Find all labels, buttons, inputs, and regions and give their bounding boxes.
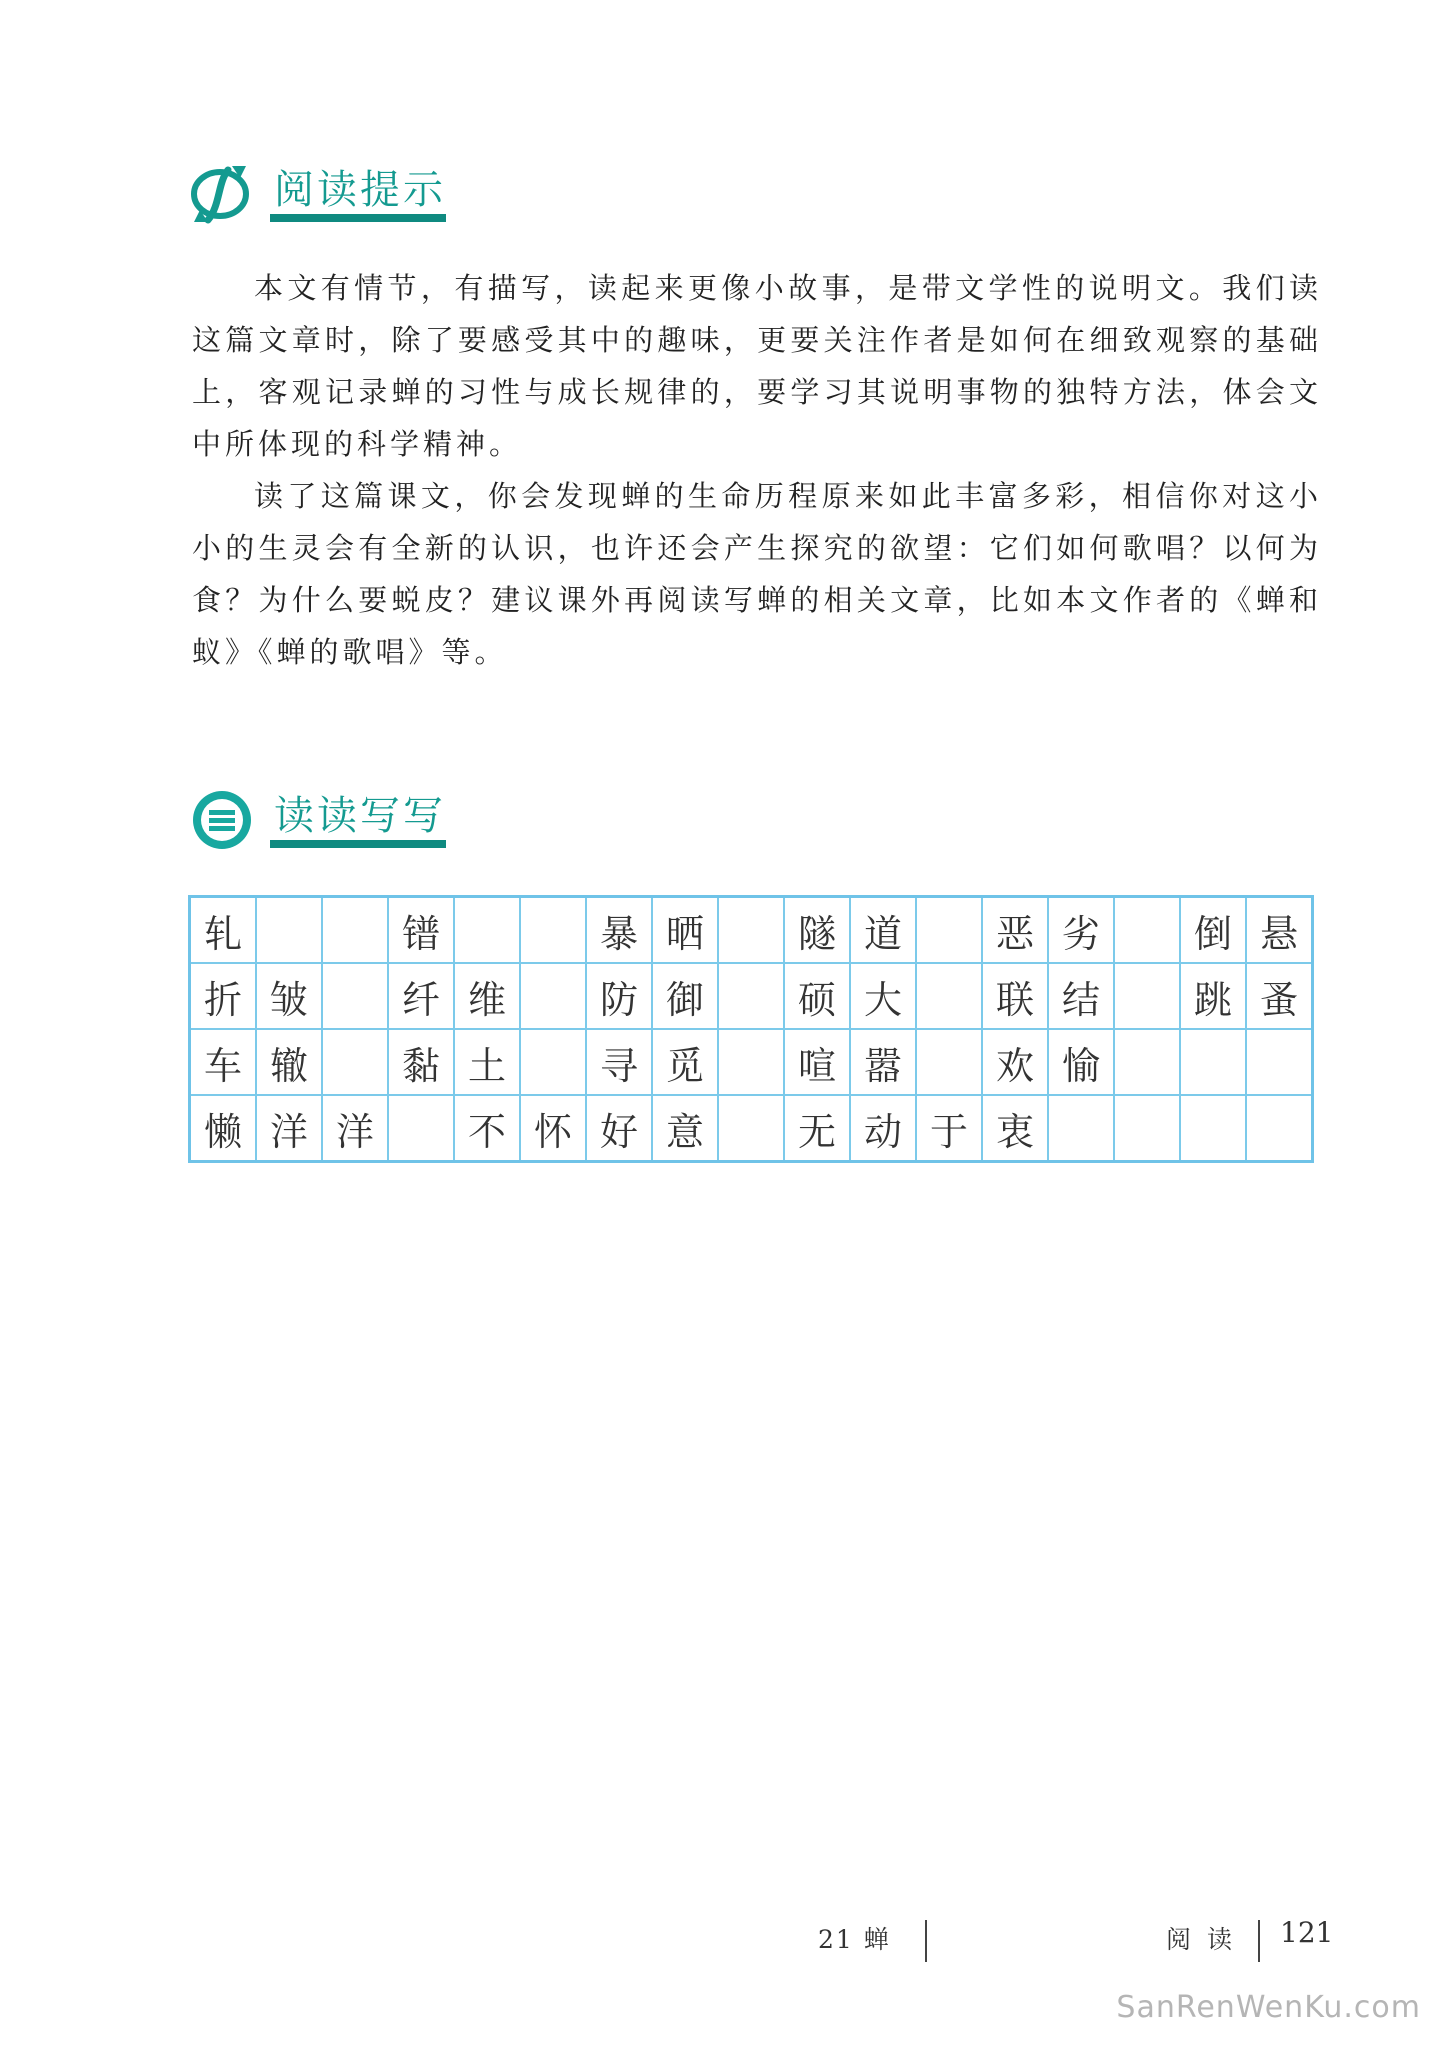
grid-cell	[916, 1029, 982, 1095]
footer-section: 阅 读	[1166, 1925, 1236, 1954]
grid-cell: 嚣	[850, 1029, 916, 1095]
grid-cell: 悬	[1246, 897, 1313, 964]
grid-cell	[718, 1029, 784, 1095]
grid-cell: 晒	[652, 897, 718, 964]
reading-tip-title: 阅读提示	[274, 167, 446, 213]
grid-cell: 寻	[586, 1029, 652, 1095]
grid-cell: 怀	[520, 1095, 586, 1162]
grid-cell	[718, 897, 784, 964]
footer-divider-1	[925, 1920, 927, 1962]
page-number: 121	[1280, 1916, 1334, 1949]
grid-cell	[322, 1029, 388, 1095]
grid-cell: 动	[850, 1095, 916, 1162]
grid-cell: 欢	[982, 1029, 1048, 1095]
grid-cell: 御	[652, 963, 718, 1029]
read-write-title: 读读写写	[274, 793, 446, 839]
grid-cell: 倒	[1180, 897, 1246, 964]
grid-cell	[322, 963, 388, 1029]
grid-cell	[388, 1095, 454, 1162]
grid-cell: 大	[850, 963, 916, 1029]
reading-tip-icon	[190, 162, 254, 226]
grid-row	[190, 897, 1313, 964]
grid-cell	[1048, 1095, 1114, 1162]
grid-cell	[256, 897, 322, 964]
grid-cell: 不	[454, 1095, 520, 1162]
grid-cell	[520, 963, 586, 1029]
grid-cell: 黏	[388, 1029, 454, 1095]
grid-cell	[916, 897, 982, 964]
grid-cell: 懒	[190, 1095, 257, 1162]
reading-tip-header	[190, 162, 610, 242]
grid-cell	[1180, 1029, 1246, 1095]
grid-cell: 喧	[784, 1029, 850, 1095]
grid-cell	[1246, 1095, 1313, 1162]
grid-cell: 辙	[256, 1029, 322, 1095]
grid-cell: 无	[784, 1095, 850, 1162]
grid-cell: 好	[586, 1095, 652, 1162]
grid-cell	[520, 897, 586, 964]
grid-cell: 暴	[586, 897, 652, 964]
list-icon	[190, 788, 254, 852]
grid-cell: 道	[850, 897, 916, 964]
grid-row	[190, 963, 1313, 1029]
grid-cell: 硕	[784, 963, 850, 1029]
grid-cell: 衷	[982, 1095, 1048, 1162]
grid-cell: 防	[586, 963, 652, 1029]
grid-cell: 跳	[1180, 963, 1246, 1029]
grid-cell	[1246, 1029, 1313, 1095]
grid-cell: 轧	[190, 897, 257, 964]
grid-cell	[454, 897, 520, 964]
grid-cell	[1114, 1029, 1180, 1095]
grid-cell	[322, 897, 388, 964]
watermark: SanRenWenKu.com	[1116, 1990, 1421, 2025]
grid-cell: 维	[454, 963, 520, 1029]
grid-row	[190, 1095, 1313, 1162]
grid-cell: 土	[454, 1029, 520, 1095]
grid-cell: 愉	[1048, 1029, 1114, 1095]
footer-lesson: 21 蝉	[818, 1925, 891, 1954]
grid-cell	[1114, 963, 1180, 1029]
grid-cell: 觅	[652, 1029, 718, 1095]
reading-tip-paragraph-2: 读了这篇课文，你会发现蝉的生命历程原来如此丰富多彩，相信你对这小小的生灵会有全新的认识，也许还会产生探究的欲望：它们如何歌唱？以何为食？为什么要蜕皮？建议课外再阅读写蝉的相关文章，比如本文作者的《蝉和蚁》《蝉的歌唱》等。	[192, 479, 1322, 669]
grid-row	[190, 1029, 1313, 1095]
grid-cell: 折	[190, 963, 257, 1029]
grid-cell: 于	[916, 1095, 982, 1162]
read-write-underline	[270, 840, 446, 848]
grid-cell	[1180, 1095, 1246, 1162]
grid-cell: 联	[982, 963, 1048, 1029]
grid-cell: 车	[190, 1029, 257, 1095]
grid-cell	[916, 963, 982, 1029]
footer-divider-2	[1258, 1920, 1260, 1962]
reading-tip-paragraph-1: 本文有情节，有描写，读起来更像小故事，是带文学性的说明文。我们读这篇文章时，除了要感受其中的趣味，更要关注作者是如何在细致观察的基础上，客观记录蝉的习性与成长规律的，要学习其说明事物的独特方法，体会文中所体现的科学精神。	[192, 271, 1322, 461]
reading-tip-underline	[270, 214, 446, 222]
grid-cell: 结	[1048, 963, 1114, 1029]
grid-cell: 镨	[388, 897, 454, 964]
grid-cell: 洋	[322, 1095, 388, 1162]
grid-cell: 洋	[256, 1095, 322, 1162]
vocabulary-grid	[188, 895, 1314, 1163]
grid-cell: 纤	[388, 963, 454, 1029]
grid-cell: 蚤	[1246, 963, 1313, 1029]
read-write-header	[190, 788, 610, 868]
grid-cell: 皱	[256, 963, 322, 1029]
grid-cell	[718, 1095, 784, 1162]
grid-cell: 隧	[784, 897, 850, 964]
grid-cell	[718, 963, 784, 1029]
grid-cell: 意	[652, 1095, 718, 1162]
grid-cell: 劣	[1048, 897, 1114, 964]
grid-cell	[1114, 897, 1180, 964]
grid-cell	[520, 1029, 586, 1095]
grid-cell: 恶	[982, 897, 1048, 964]
grid-cell	[1114, 1095, 1180, 1162]
